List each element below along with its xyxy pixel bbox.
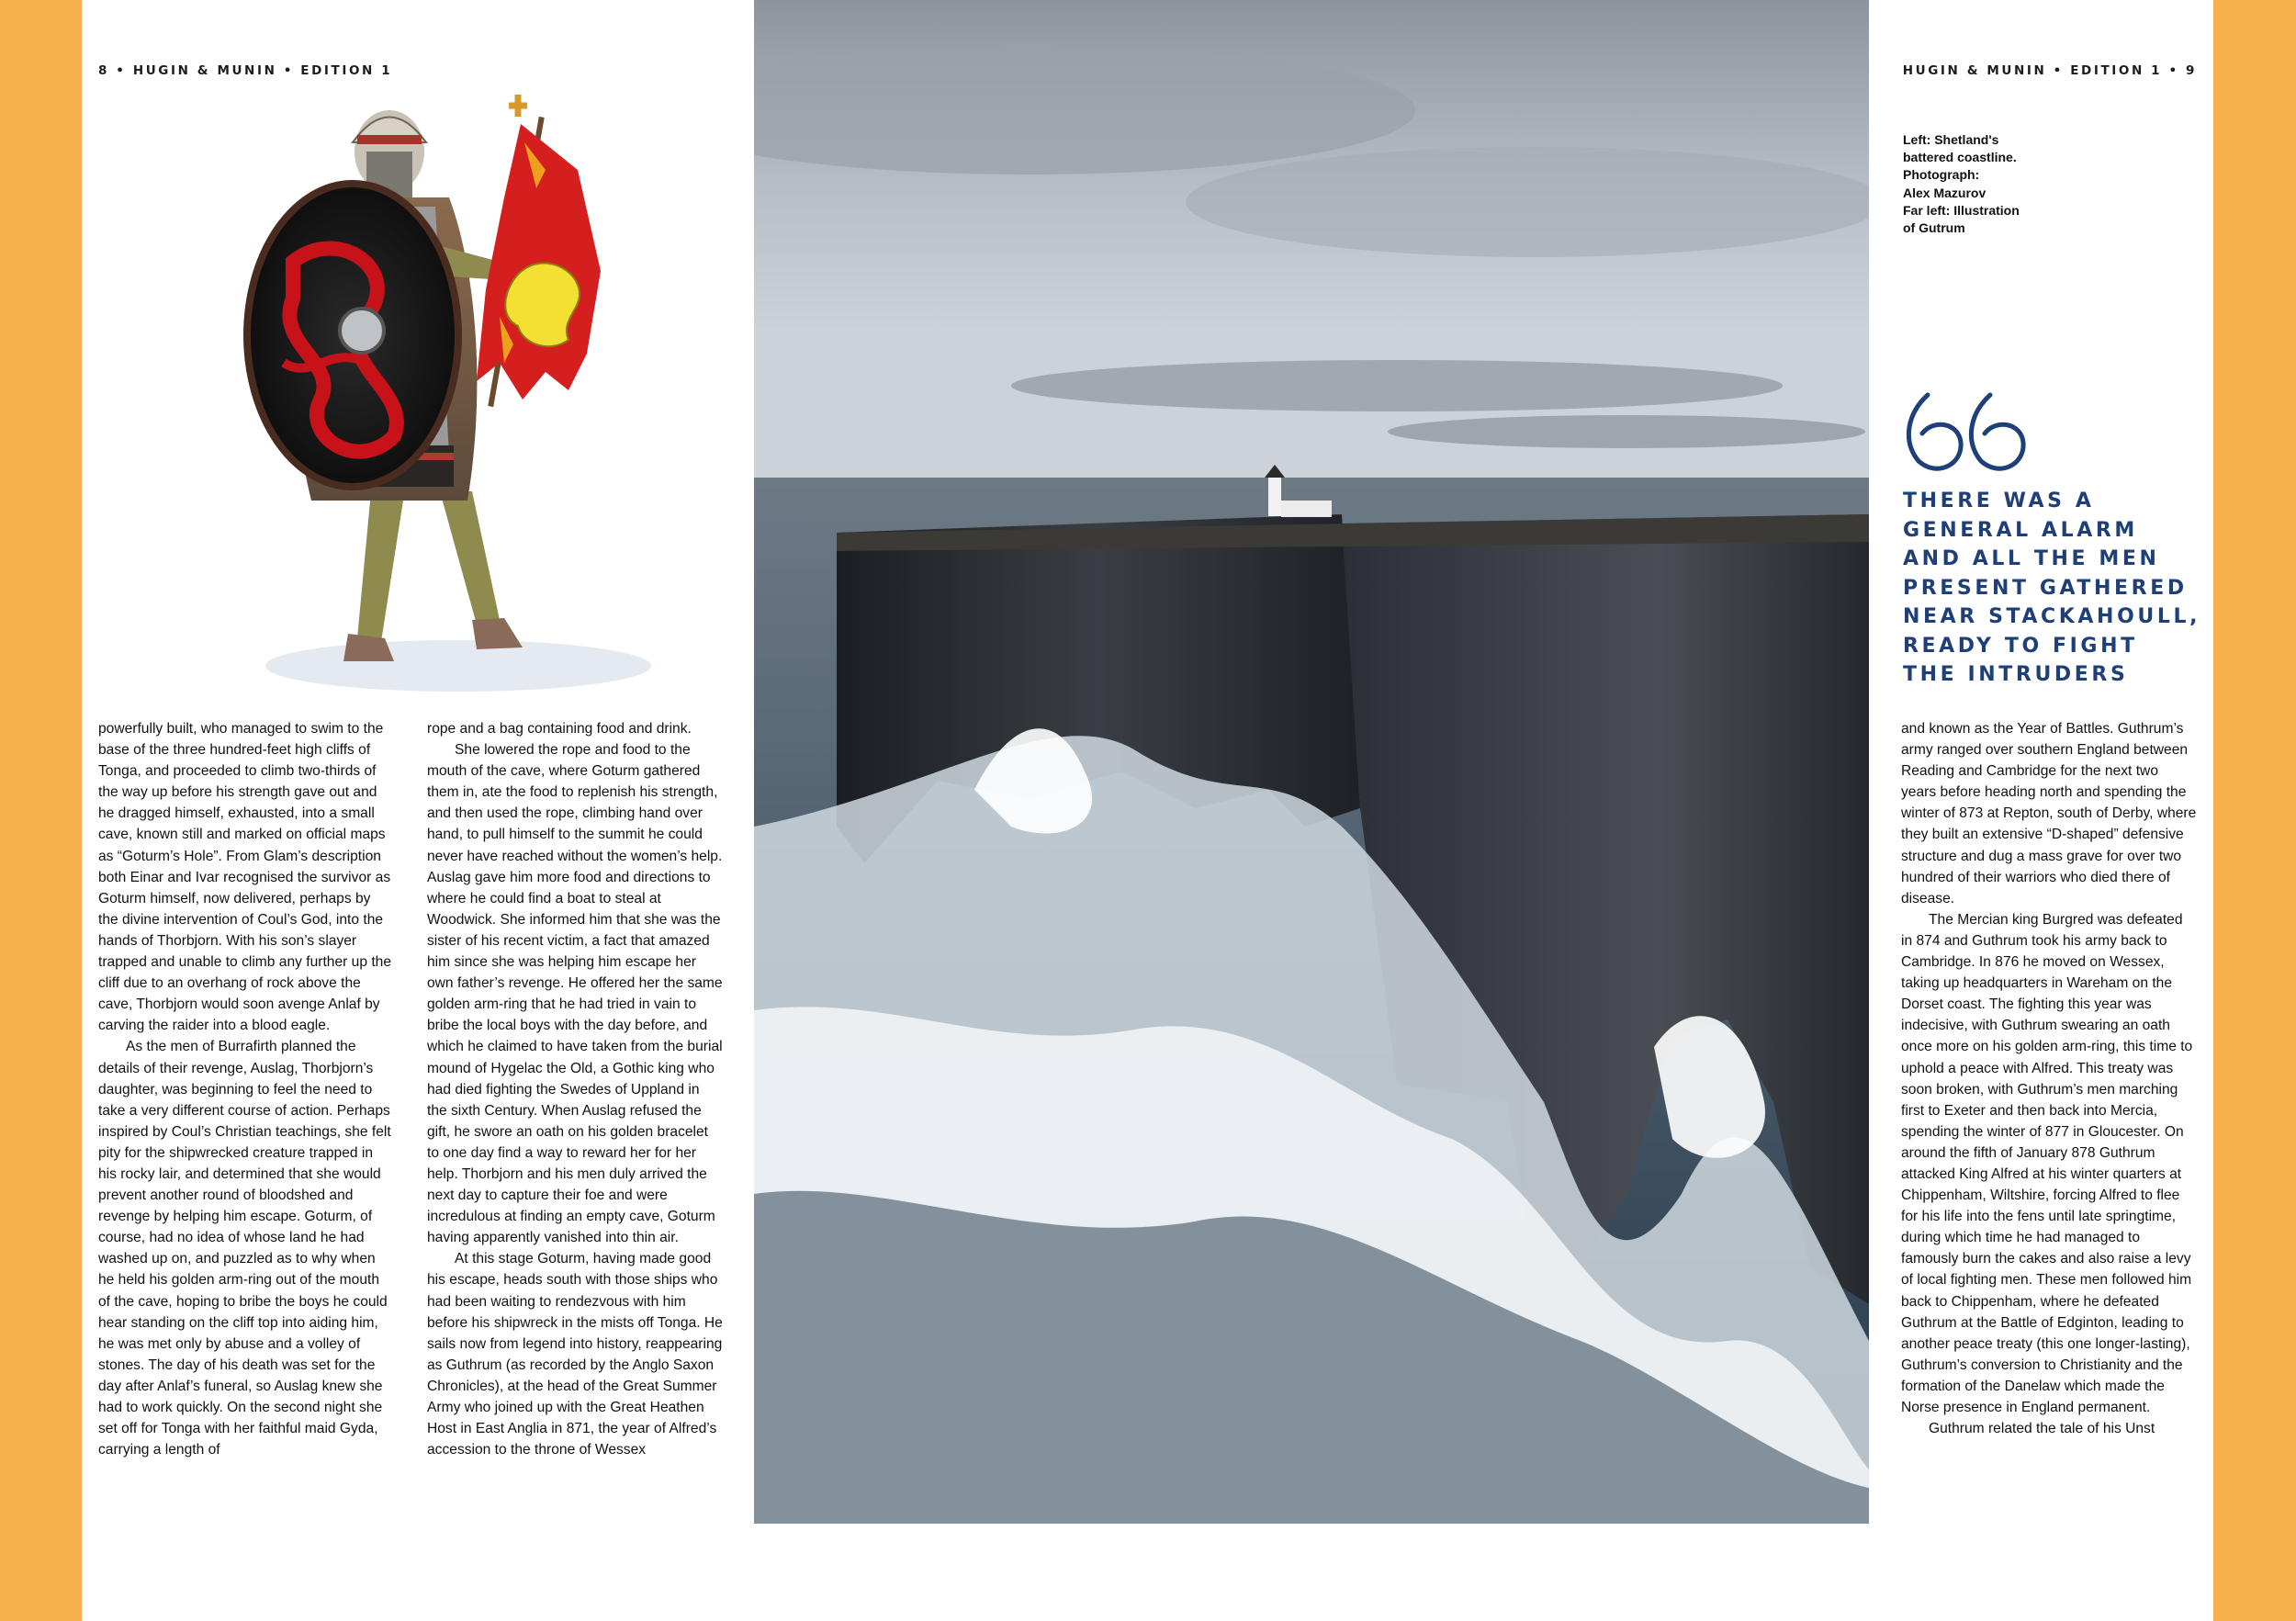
body-paragraph: She lowered the rope and food to the mouth of the cave, where Goturm gathered them in, ate the food to replenish his strength, and then used the rope, climbing hand over hand, to pull himself to the summit he could never have reached without the women’s help. Auslag gave him more food and directions to where he could find a boat to steal at Woodwick. She informed him that she was the sister of his recent victim, a fact that amazed him since she was helping him escape her own father’s revenge. He offered her the same golden arm-ring that he had tried in vain to bribe the local boys with the day before, and which he claimed to have taken from the burial mound of Hygelac the Old, a Gothic king who had died fighting the Swedes of Uppland in the sixth Century. When Auslag refused the gift, he swore an oath on his golden bracelet to one day find a way to reward her for her help. Thorbjorn and his men duly arrived the next day to capture their foe and were incredulous at finding an empty cave, Goturm having apparently vanished into thin air. <box>427 742 723 1246</box>
folio-left: 8 • HUGIN & MUNIN • EDITION 1 <box>98 63 393 78</box>
body-paragraph: As the men of Burrafirth planned the details of their revenge, Auslag, Thorbjorn’s daughter, was beginning to feel the need to take a very different course of action. Perhaps inspired by Coul’s Christian teachings, she felt pity for the shipwrecked creature trapped in his rocky lair, and determined that she would prevent another round of bloodshed and revenge by helping him escape. Goturm, of course, had no idea of whose land he had washed up on, and puzzled as to why when he held his golden arm-ring out of the mouth of the cave, hoping to bribe the boys he could hear standing on the cliff top into aiding him, he was met only by abuse and a volley of stones. The day of his death was set for the day after Anlaf’s funeral, so Auslag knew she had to work quickly. On the second night she set off for Tonga with her faithful maid Gyda, carrying a length of <box>98 1039 391 1458</box>
caption-line: battered coastline. <box>1903 150 2017 165</box>
body-paragraph: Guthrum related the tale of his Unst <box>1929 1421 2155 1437</box>
pull-quote-line: READY TO FIGHT <box>1903 634 2138 658</box>
caption-line: of Gutrum <box>1903 220 1965 236</box>
coastline-photo <box>754 0 1869 1524</box>
quote-mark-icon <box>1900 386 2029 478</box>
pull-quote-line: NEAR STACKAHOULL, <box>1903 605 2201 628</box>
photo-caption <box>1903 131 2041 237</box>
caption-line: Far left: Illustration <box>1903 202 2020 218</box>
body-paragraph: powerfully built, who managed to swim to the base of the three hundred-feet high cliffs of Tonga, and proceeded to climb two-thirds of the way up before his strength gave out and he dragged himself, exhausted, into a small cave, known still and marked on official maps as “Goturm’s Hole”. From Glam’s description both Einar and Ivar recognised the survivor as Goturm himself, now delivered, perhaps by the divine intervention of Coul’s God, into the hands of Thorbjorn. With his son’s slayer trapped and unable to climb any further up the cliff due to an overhang of rock above the cave, Thorbjorn would soon avenge Anlaf by carving the raider into a blood eagle. <box>98 721 392 1034</box>
body-paragraph: The Mercian king Burgred was defeated in 874 and Guthrum took his army back to Cambridge. In 876 he moved on Wessex, taking up headquarters in Wareham on the Dorset coast. The fighting this year was indecisive, with Guthrum swearing an oath once more on his golden arm-ring, this time to uphold a peace with Alfred. This treaty was soon broken, with Guthrum’s men marching first to Exeter and then back into Mercia, spending the winter of 877 in Gloucester. On around the fifth of January 878 Guthrum attacked King Alfred at his winter quarters at Chippenham, Wiltshire, forcing Alfred to flee for his life into the fens until late springtime, during which time he had managed to famously burn the cakes and also raise a levy of local fighting men. These men followed him back to Chippenham, where he defeated Guthrum at the Battle of Edginton, leading to another peace treaty (this one longer-lasting), Guthrum’s conversion to Christianity and the formation of the Danelaw which made the Norse presence in England permanent. <box>1901 911 2193 1415</box>
caption-line: Alex Mazurov <box>1903 185 1986 200</box>
body-paragraph: At this stage Goturm, having made good his escape, heads south with those ships who had been waiting to rendezvous with him before his shipwreck in the mists off Tonga. He sails now from legend into history, reappearing as Guthrum (as recorded by the Anglo Saxon Chronicles), at the head of the Great Summer Army who joined up with the Great Heathen Host in East Anglia in 871, the year of Alfred’s accession to the throne of Wessex <box>427 1251 723 1458</box>
body-column-2 <box>427 718 723 1460</box>
pull-quote-line: THERE WAS A <box>1903 490 2095 512</box>
magazine-spread <box>82 0 2213 1621</box>
caption-line: Left: Shetland's <box>1903 132 1999 147</box>
viking-illustration <box>183 87 780 693</box>
caption-line: Photograph: <box>1903 167 1980 183</box>
body-column-1 <box>98 718 394 1460</box>
folio-right: HUGIN & MUNIN • EDITION 1 • 9 <box>1902 63 2197 78</box>
pull-quote-line: GENERAL ALARM <box>1903 518 2138 542</box>
pull-quote-line: THE INTRUDERS <box>1903 663 2129 686</box>
pull-quote-line: PRESENT GATHERED <box>1903 576 2188 600</box>
pull-quote <box>1903 487 2206 690</box>
body-paragraph: rope and a bag containing food and drink. <box>427 721 692 737</box>
body-paragraph: and known as the Year of Battles. Guthrum’s army ranged over southern England between Reading and Cambridge for the next two years before heading north and spending the winter of 873 at Repton, south of Derby, where they built an extensive “D-shaped” defensive structure and dug a mass grave for over two hundred of their warriors who died there of disease. <box>1901 721 2197 906</box>
body-column-3 <box>1901 718 2197 1439</box>
pull-quote-line: AND ALL THE MEN <box>1903 547 2160 570</box>
